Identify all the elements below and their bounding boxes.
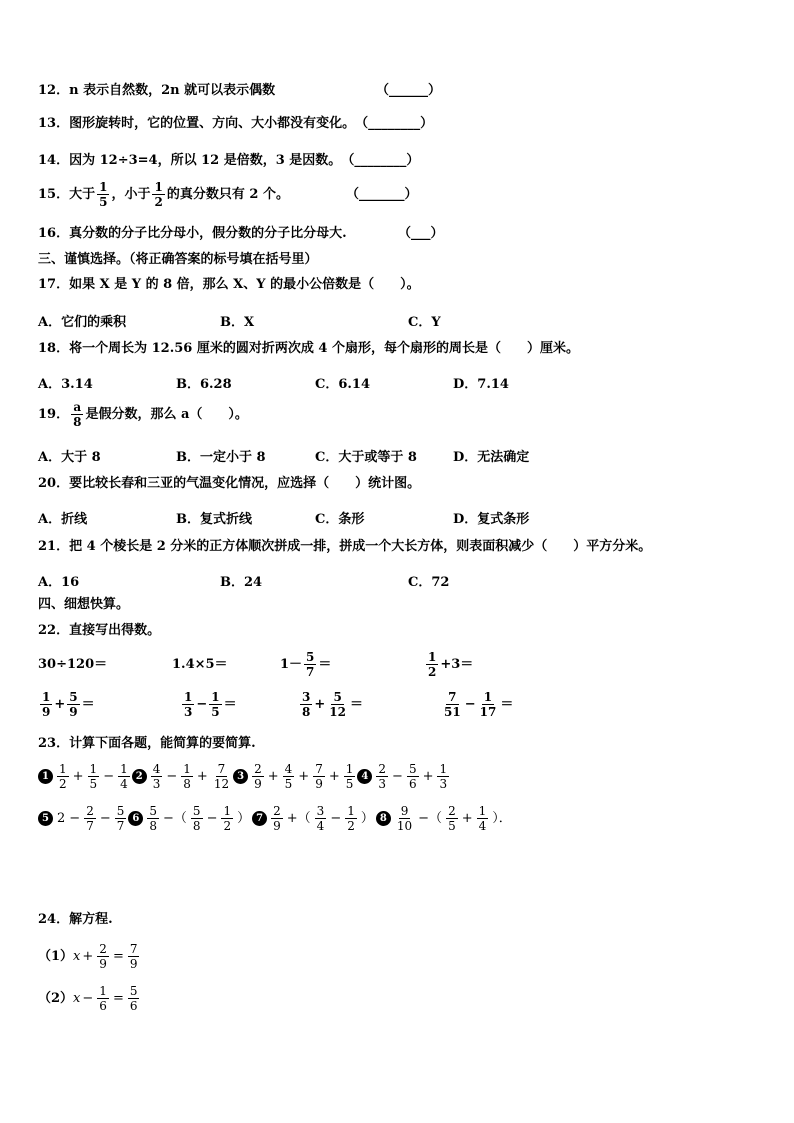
expr-8: $\frac{7}{51}$ − $\frac{1}{17}$ ＝ [444, 690, 514, 719]
option-a[interactable]: A．16 [38, 575, 80, 590]
expr-5: $\frac{1}{9}$ + $\frac{5}{9}$ ＝ [42, 690, 95, 719]
question-number: 20． [38, 476, 70, 491]
question-20 [38, 477, 420, 490]
option-c[interactable]: C．条形 [315, 512, 365, 527]
option-b[interactable]: B．一定小于 8 [176, 450, 266, 465]
answer-blank[interactable]: （________） [341, 153, 420, 168]
circled-number: 8 [376, 811, 391, 826]
calc-problem-8 [393, 804, 514, 833]
question-number: 18． [38, 341, 70, 356]
question-number: 21． [38, 539, 70, 554]
fraction: $\frac{1}{3}$ [439, 762, 448, 791]
calc-row-2 [38, 804, 514, 833]
question-text-pre: 大于 [69, 187, 96, 202]
fraction: $\frac{2}{7}$ [86, 804, 94, 833]
question-18 [38, 342, 579, 355]
fraction: $\frac{2}{5}$ [448, 804, 456, 833]
option-d[interactable]: D．7.14 [453, 377, 509, 392]
operator: ） [360, 811, 374, 826]
fraction: $\frac{1}{4}$ [120, 762, 128, 791]
fraction: $\frac{2}{9}$ [254, 762, 262, 791]
fraction: $\frac{4}{3}$ [152, 762, 161, 791]
question-13 [38, 117, 433, 130]
question-number: 24． [38, 912, 70, 927]
fraction: $\frac{5}{8}$ [149, 804, 158, 833]
question-text: 是假分数，那么 a（ ）。 [85, 407, 248, 422]
option-c[interactable]: C．大于或等于 8 [315, 450, 417, 465]
question-text: 将一个周长为 12.56 厘米的圆对折两次成 4 个扇形，每个扇形的周长是（ ）厘米。 [69, 341, 579, 356]
fraction: $\frac{1}{4}$ [478, 804, 487, 833]
option-b[interactable]: B．X [220, 315, 255, 330]
operator: −（ [163, 811, 187, 826]
question-text: 直接写出得数。 [69, 623, 161, 638]
option-a[interactable]: A．大于 8 [38, 450, 101, 465]
question-12 [38, 83, 442, 98]
calc-problem-2 [149, 762, 233, 791]
operator: − [166, 769, 178, 784]
question-text: 计算下面各题，能简算的要简算. [69, 736, 256, 751]
question-text: n 表示自然数，2n 就可以表示偶数 [69, 83, 276, 98]
operator: − [103, 769, 115, 784]
answer-blank[interactable]: （___） [398, 226, 444, 241]
fraction: $\frac{1}{2}$ [59, 762, 67, 791]
option-b[interactable]: B．复式折线 [176, 512, 252, 527]
question-24 [38, 913, 113, 926]
operator: ） [237, 811, 251, 826]
calc-problem-6 [145, 804, 252, 833]
fraction: $\frac{1}{2}$ [347, 804, 355, 833]
question-number: 19． [38, 407, 70, 422]
operator: + [72, 769, 84, 784]
answer-blank[interactable]: （______） [376, 83, 442, 98]
option-b[interactable]: B．6.28 [176, 377, 232, 392]
circled-number: 1 [38, 769, 53, 784]
operator: − [392, 769, 403, 784]
question-number: 23． [38, 736, 70, 751]
question-14 [38, 154, 419, 167]
operator: −（ [418, 811, 443, 826]
fraction: $\frac{1}{2}$ [154, 180, 163, 209]
expr-1: 30÷120＝ [38, 657, 108, 672]
calc-problem-1 [55, 762, 132, 791]
question-15 [38, 180, 418, 209]
circled-number: 4 [357, 769, 372, 784]
operator: + [298, 769, 310, 784]
option-b[interactable]: B．24 [220, 575, 263, 590]
circled-number: 2 [132, 769, 147, 784]
question-16 [38, 226, 444, 241]
question-text: 把 4 个棱长是 2 分米的正方体顺次拼成一排，拼成一个大长方体，则表面积减少（ ）平方分米。 [69, 539, 652, 554]
operator: + [267, 769, 279, 784]
operator: − [99, 811, 111, 826]
question-text: 图形旋转时，它的位置、方向、大小都没有变化。 [69, 116, 356, 131]
question-text: 因为 12÷3=4，所以 12 是倍数，3 是因数。 [69, 153, 342, 168]
expr-3: 1－ $\frac{5}{7}$ ＝ [280, 650, 332, 679]
calc-problem-3 [250, 762, 357, 791]
question-text: 解方程. [69, 912, 113, 927]
circled-number: 7 [252, 811, 267, 826]
question-text: 要比较长春和三亚的气温变化情况，应选择（ ）统计图。 [69, 476, 421, 491]
option-c[interactable]: C．Y [408, 315, 441, 330]
operator: + [461, 811, 473, 826]
operator: − [330, 811, 342, 826]
question-text: 真分数的分子比分母小，假分数的分子比分母大. [69, 226, 347, 241]
operator: − [206, 811, 218, 826]
calc-problem-5 [55, 804, 128, 833]
question-number: 22． [38, 623, 70, 638]
fraction: $\frac{2}{3}$ [378, 762, 387, 791]
option-d[interactable]: D．复式条形 [453, 512, 530, 527]
question-text-mid: ，小于 [111, 187, 151, 202]
question-22 [38, 624, 160, 637]
fraction: $\frac{2}{9}$ [273, 804, 281, 833]
question-21 [38, 540, 651, 553]
expr-4: $\frac{1}{2}$ +3＝ [428, 650, 474, 679]
fraction: $\frac{1}{5}$ [99, 180, 108, 209]
question-17 [38, 278, 420, 291]
option-a[interactable]: A．3.14 [38, 377, 93, 392]
section-heading-3: 三、谨慎选择。（将正确答案的标号填在括号里） [38, 252, 318, 267]
operator: 2 [57, 811, 66, 826]
operator: ）． [492, 811, 512, 826]
fraction: $\frac{3}{4}$ [316, 804, 325, 833]
option-a[interactable]: A．折线 [38, 512, 88, 527]
equation-2: （2） x − $\frac{1}{6}$ = $\frac{5}{6}$ [38, 984, 138, 1013]
operator: + [196, 769, 208, 784]
question-number: 15． [38, 187, 70, 202]
question-number: 13． [38, 116, 70, 131]
fraction: $\frac{1}{5}$ [89, 762, 98, 791]
question-19 [38, 400, 248, 429]
question-text: 如果 X 是 Y 的 8 倍，那么 X、Y 的最小公倍数是（ ）。 [69, 277, 420, 292]
fraction: $\frac{a}{8}$ [73, 400, 82, 429]
operator: + [328, 769, 340, 784]
fraction: $\frac{5}{7}$ [116, 804, 125, 833]
question-number: 16． [38, 226, 70, 241]
fraction: $\frac{4}{5}$ [284, 762, 293, 791]
calc-problem-7 [269, 804, 376, 833]
expr-2: 1.4×5＝ [172, 657, 228, 672]
question-text-post: 的真分数只有 2 个。 [166, 187, 289, 202]
fraction: $\frac{5}{6}$ [408, 762, 417, 791]
circled-number: 3 [233, 769, 248, 784]
answer-blank[interactable]: （_______） [346, 187, 418, 202]
fraction: $\frac{9}{10}$ [396, 804, 413, 833]
operator: +（ [286, 811, 311, 826]
operator: − [69, 811, 81, 826]
fraction: $\frac{7}{12}$ [213, 762, 230, 791]
fraction: $\frac{7}{9}$ [315, 762, 323, 791]
calc-problem-4 [374, 762, 451, 791]
calc-row-1 [38, 762, 451, 791]
fraction: $\frac{5}{8}$ [192, 804, 201, 833]
expr-6: $\frac{1}{3}$ − $\frac{1}{5}$ ＝ [184, 690, 237, 719]
option-d[interactable]: D．无法确定 [453, 450, 530, 465]
question-number: 17． [38, 277, 70, 292]
equation-1: （1） x + $\frac{2}{9}$ = $\frac{7}{9}$ [38, 942, 138, 971]
option-c[interactable]: C．72 [408, 575, 450, 590]
question-number: 14． [38, 153, 70, 168]
fraction: $\frac{1}{5}$ [345, 762, 354, 791]
section-heading-4: 四、细想快算。 [38, 597, 130, 612]
question-number: 12． [38, 83, 70, 98]
operator: + [422, 769, 434, 784]
option-a[interactable]: A．它们的乘积 [38, 315, 127, 330]
fraction: $\frac{1}{8}$ [183, 762, 191, 791]
circled-number: 6 [128, 811, 143, 826]
answer-blank[interactable]: （________） [355, 116, 434, 131]
circled-number: 5 [38, 811, 53, 826]
option-c[interactable]: C．6.14 [315, 377, 371, 392]
question-23 [38, 737, 256, 750]
fraction: $\frac{1}{2}$ [223, 804, 232, 833]
expr-7: $\frac{3}{8}$ + $\frac{5}{12}$ ＝ [302, 690, 363, 719]
